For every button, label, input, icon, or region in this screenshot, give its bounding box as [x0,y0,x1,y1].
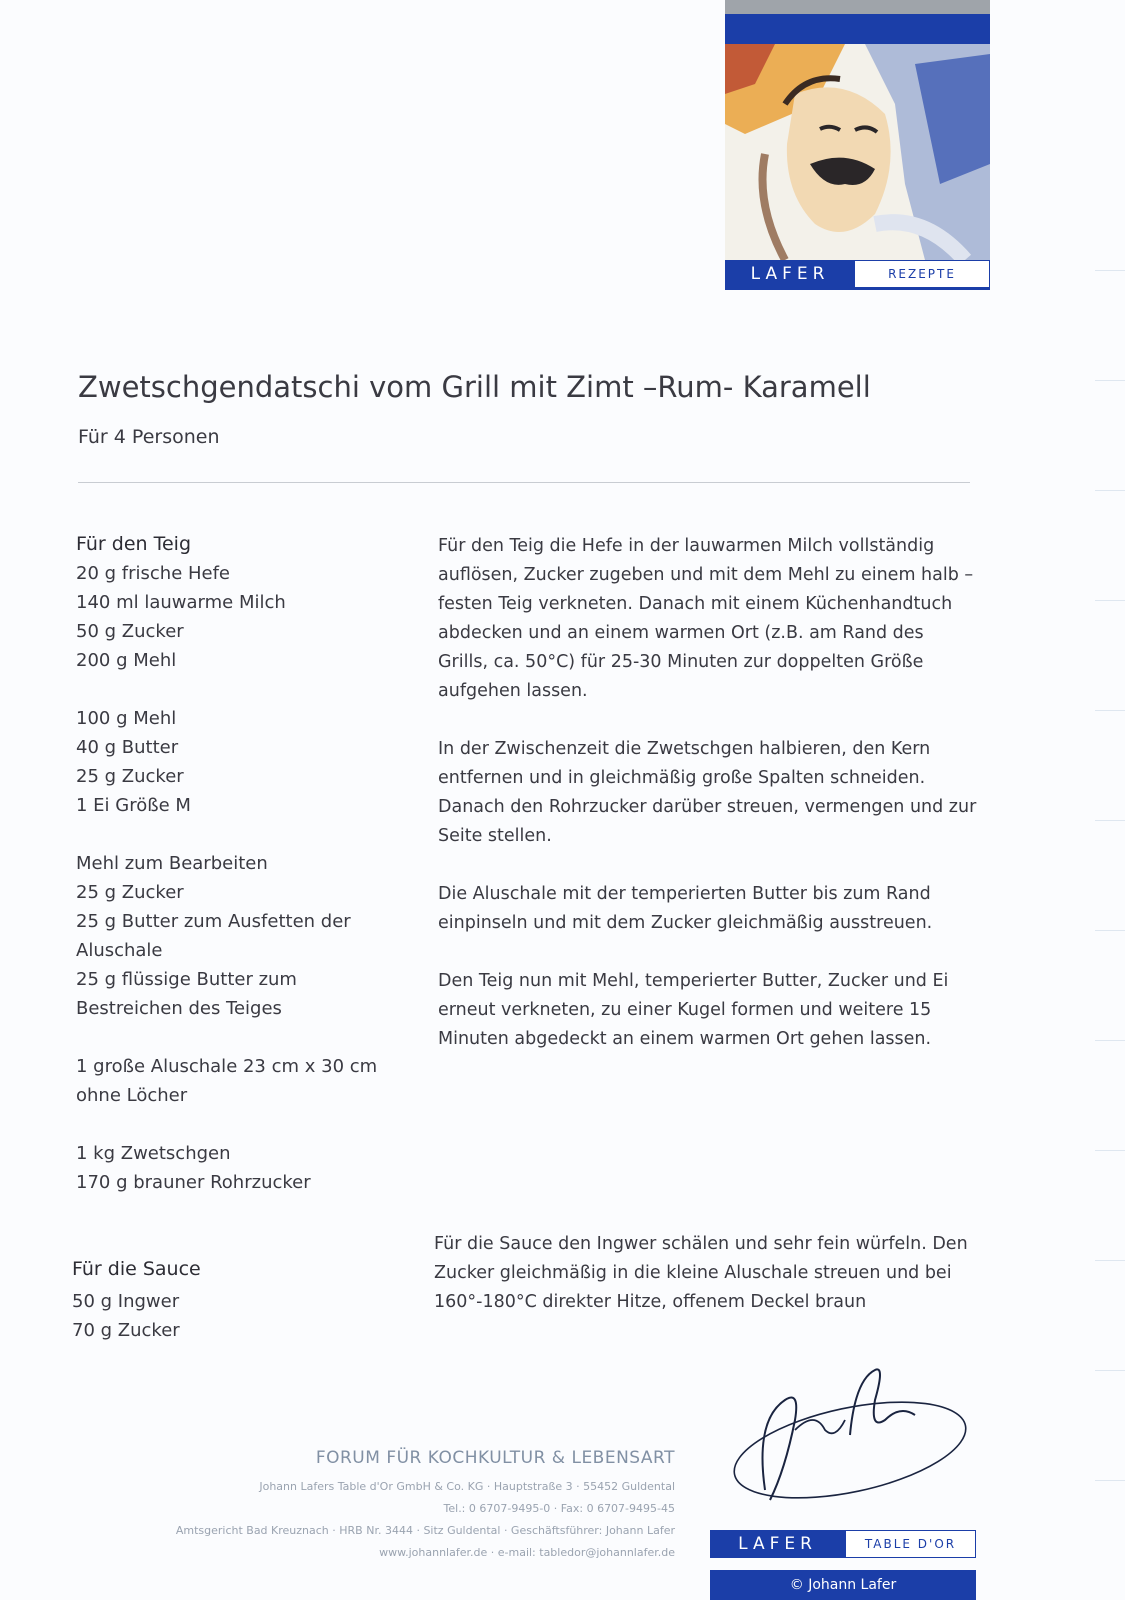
ingredient-group-fifth [76,1139,396,1197]
chef-portrait-illustration [725,44,990,260]
footer-forum: FORUM FÜR KOCHKULTUR & LEBENSART [315,1448,675,1468]
ingredients-heading-teig: Für den Teig [76,533,192,555]
ingredient-item: 70 g Zucker [72,1320,180,1341]
header-badge [725,0,990,300]
lafer-rezepte-badge [725,260,990,290]
ingredient-item: 20 g frische Hefe [76,563,231,584]
badge-tag: REZEPTE [855,260,990,288]
ingredients-column [76,530,396,1226]
ingredient-item: 100 g Mehl [76,708,177,729]
footer-registry: Amtsgericht Bad Kreuznach · HRB Nr. 3444 · Sitz Guldental · Geschäftsführer: Johann Lafer [175,1524,675,1537]
badge-brand: LAFER [725,260,855,288]
header-gray-bar [725,0,990,14]
ingredient-group-fourth [76,1052,396,1110]
footer-company: Johann Lafers Table d'Or GmbH & Co. KG · Hauptstraße 3 · 55452 Guldental [259,1480,675,1493]
sauce-ingredients [72,1287,180,1345]
copyright: © Johann Lafer [710,1570,976,1600]
page-edge-lines [1095,0,1125,1600]
ingredient-group-teig [76,559,396,675]
ingredient-item: 200 g Mehl [76,650,177,671]
ingredients-heading-sauce: Für die Sauce [72,1258,201,1280]
signature [725,1360,970,1510]
footer-web: www.johannlafer.de · e-mail: tabledor@johannlafer.de [379,1546,675,1559]
ingredient-item: 25 g Zucker [76,882,184,903]
instruction-paragraph: Den Teig nun mit Mehl, temperierter Butter, Zucker und Ei erneut verkneten, zu einer Kugel formen und weitere 15 Minuten abgedeckt an einem warmen Ort gehen lassen. [438,971,949,1049]
instructions-column [438,532,978,1083]
recipe-title: Zwetschgendatschi vom Grill mit Zimt –Rum- Karamell [78,370,871,404]
sauce-instructions: Für die Sauce den Ingwer schälen und sehr fein würfeln. Den Zucker gleichmäßig in die kleine Aluschale streuen und bei 160°-180°C direkter Hitze, offenem Deckel braun [434,1234,968,1312]
ingredient-item: 1 kg Zwetschgen [76,1143,231,1164]
ingredient-item: 25 g flüssige Butter zum Bestreichen des Teiges [76,969,297,1019]
ingredient-item: 25 g Butter zum Ausfetten der Aluschale [76,911,351,961]
recipe-servings: Für 4 Personen [78,426,220,448]
lafer-table-dor-badge [710,1530,976,1558]
footer-phone: Tel.: 0 6707-9495-0 · Fax: 0 6707-9495-45 [443,1502,675,1515]
title-divider [78,482,970,483]
ingredient-item: 140 ml lauwarme Milch [76,592,286,613]
instruction-paragraph: In der Zwischenzeit die Zwetschgen halbieren, den Kern entfernen und in gleichmäßig große Spalten schneiden. Danach den Rohrzucker darüber streuen, vermengen und zur Seite stellen. [438,739,977,846]
ingredient-item: 170 g brauner Rohrzucker [76,1172,311,1193]
instruction-paragraph: Für den Teig die Hefe in der lauwarmen Milch vollständig auflösen, Zucker zugeben und mit dem Mehl zu einem halb – festen Teig verkneten. Danach mit einem Küchenhandtuch abdecken und an einem warmen Ort (z.B. am Rand des Grills, ca. 50°C) für 25-30 Minuten zur doppelten Größe aufgehen lassen. [438,536,974,701]
ingredient-item: 50 g Zucker [76,621,184,642]
ingredient-group-third [76,849,396,1023]
instruction-paragraph: Die Aluschale mit der temperierten Butter bis zum Rand einpinseln und mit dem Zucker gleichmäßig ausstreuen. [438,884,933,933]
ingredient-item: 50 g Ingwer [72,1291,180,1312]
ingredient-group-second [76,704,396,820]
ingredient-item: 1 große Aluschale 23 cm x 30 cm ohne Löcher [76,1056,378,1106]
footer-brand: LAFER [710,1530,845,1558]
ingredient-item: 25 g Zucker [76,766,184,787]
ingredient-item: 40 g Butter [76,737,179,758]
ingredient-item: Mehl zum Bearbeiten [76,853,268,874]
header-blue-bar [725,14,990,44]
footer-tag: TABLE D'OR [845,1530,976,1558]
footer-address [176,1448,675,1564]
ingredient-item: 1 Ei Größe M [76,795,191,816]
